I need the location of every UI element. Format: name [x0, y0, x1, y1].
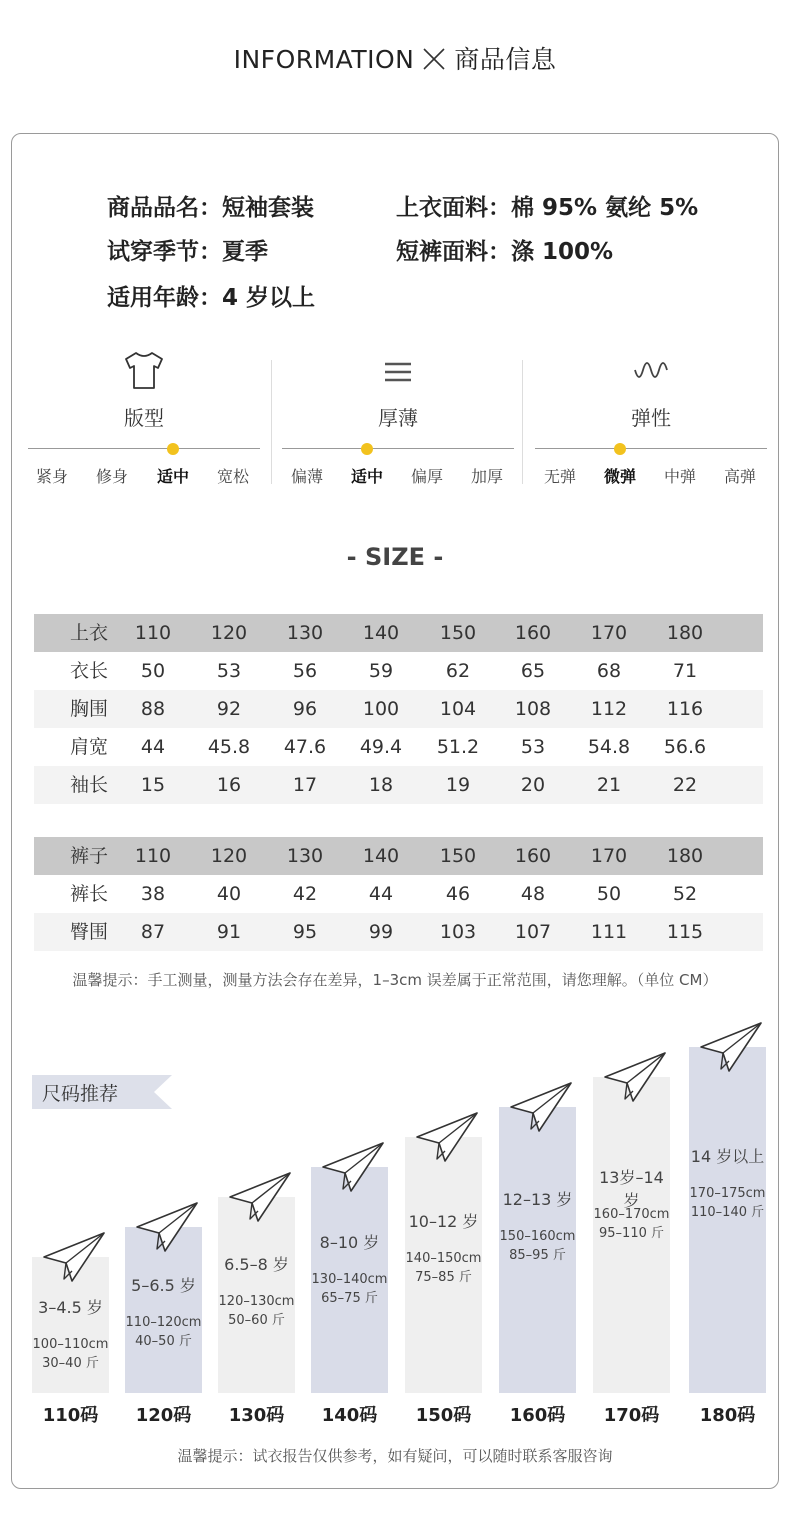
- bar-height-weight: [499, 1227, 576, 1265]
- table-cell: 16: [216, 774, 242, 796]
- paper-plane-icon: [415, 1111, 479, 1163]
- table-cell: 42: [292, 883, 318, 905]
- bar-height-label: 170–175cm: [689, 1186, 766, 1201]
- table-cell: 59: [368, 660, 394, 682]
- paper-plane-icon: [603, 1051, 667, 1103]
- table-header-row: [34, 614, 763, 652]
- paper-plane-icon: [321, 1141, 385, 1193]
- table-cell: 96: [292, 698, 318, 720]
- table-cell: 100: [362, 698, 400, 720]
- bar-age-label: 3–4.5 岁: [38, 1298, 103, 1317]
- attr-title: 弹性: [631, 406, 671, 430]
- bar-height-label: 130–140cm: [311, 1272, 388, 1287]
- table-header-cell: 裤子: [69, 845, 108, 867]
- table-cell: 50: [140, 660, 166, 682]
- paper-plane-icon: [135, 1201, 199, 1253]
- divider: [271, 360, 272, 484]
- table-cell: 107: [514, 921, 552, 943]
- table-cell: 肩宽: [69, 736, 108, 758]
- size-bar: [311, 1167, 388, 1393]
- table-cell: 44: [368, 883, 394, 905]
- paper-plane-icon: [42, 1231, 106, 1283]
- size-code-label: 110码: [42, 1405, 99, 1426]
- bar-age-label: 14 岁以上: [690, 1147, 765, 1166]
- table-cell: 51.2: [436, 736, 480, 758]
- table-cell: 19: [445, 774, 471, 796]
- attr-elasticity: [535, 350, 767, 490]
- size-code-label: 130码: [228, 1405, 285, 1426]
- table-header-cell: 160: [514, 622, 552, 644]
- table-cell: 47.6: [283, 736, 327, 758]
- bar-age-label: 5–6.5 岁: [131, 1276, 196, 1295]
- table-header-cell: 180: [666, 845, 704, 867]
- table-cell: 54.8: [587, 736, 631, 758]
- size-bar: [218, 1197, 295, 1393]
- bar-height-label: 120–130cm: [218, 1294, 295, 1309]
- attr-thickness: [282, 350, 514, 490]
- table-header-cell: 170: [590, 622, 628, 644]
- table-header-cell: 150: [439, 845, 477, 867]
- table-cell: 21: [596, 774, 622, 796]
- table-cell: 衣长: [69, 660, 108, 682]
- info-season: 试穿季节：夏季: [107, 239, 268, 265]
- header-chinese: 商品信息: [454, 45, 557, 74]
- table-cell: 116: [666, 698, 704, 720]
- bar-height-label: 160–170cm: [593, 1207, 670, 1222]
- bar-height-weight: [218, 1292, 295, 1330]
- table-header-cell: 140: [362, 845, 400, 867]
- size-code-label: 120码: [135, 1405, 192, 1426]
- bar-weight-label: 85–95 斤: [509, 1248, 566, 1263]
- table-header-cell: 150: [439, 622, 477, 644]
- table-cell: 56: [292, 660, 318, 682]
- table-header-cell: 170: [590, 845, 628, 867]
- size-code-label: 150码: [415, 1405, 472, 1426]
- table-cell: 20: [520, 774, 546, 796]
- table-cell: 88: [140, 698, 166, 720]
- table-row: [34, 728, 763, 766]
- lines-icon: [383, 350, 413, 390]
- bar-weight-label: 95–110 斤: [599, 1226, 664, 1241]
- paper-plane-icon: [228, 1171, 292, 1223]
- cross-icon: [422, 47, 446, 71]
- table-row: [34, 690, 763, 728]
- attr-option: 中弹: [663, 467, 696, 486]
- bar-height-weight: [689, 1184, 766, 1222]
- table-cell: 48: [520, 883, 546, 905]
- bar-height-label: 100–110cm: [32, 1337, 109, 1352]
- table-cell: 18: [368, 774, 394, 796]
- info-name: 商品品名：短袖套装: [107, 195, 314, 221]
- table-cell: 22: [672, 774, 698, 796]
- measurement-note: 温馨提示：手工测量，测量方法会存在差异，1–3cm 误差属于正常范围，请您理解。（单位 CM）: [72, 971, 718, 989]
- table-cell: 17: [292, 774, 318, 796]
- attr-scale-line: [28, 448, 260, 449]
- table-cell: 112: [590, 698, 628, 720]
- bar-height-label: 150–160cm: [499, 1229, 576, 1244]
- table-cell: 53: [216, 660, 242, 682]
- table-cell: 44: [140, 736, 166, 758]
- attr-option-selected: 微弹: [603, 467, 636, 486]
- table-cell: 87: [140, 921, 166, 943]
- bar-weight-label: 30–40 斤: [42, 1356, 99, 1371]
- size-code-label: 160码: [509, 1405, 566, 1426]
- attr-fit: [28, 350, 260, 490]
- tshirt-icon: [122, 350, 166, 390]
- table-header-cell: 130: [286, 845, 324, 867]
- size-code-label: 170码: [603, 1405, 660, 1426]
- table-cell: 111: [590, 921, 628, 943]
- table-cell: 99: [368, 921, 394, 943]
- table-header-row: [34, 837, 763, 875]
- attr-option: 修身: [95, 467, 128, 486]
- table-cell: 49.4: [359, 736, 403, 758]
- table-header-cell: 上衣: [69, 622, 108, 644]
- attr-option: 加厚: [470, 467, 503, 486]
- bar-age-label: 10–12 岁: [408, 1212, 479, 1231]
- table-cell: 46: [445, 883, 471, 905]
- divider: [522, 360, 523, 484]
- bar-weight-label: 50–60 斤: [228, 1313, 285, 1328]
- table-header-cell: 140: [362, 622, 400, 644]
- fitting-note: 温馨提示：试衣报告仅供参考，如有疑问，可以随时联系客服咨询: [177, 1447, 613, 1465]
- table-cell: 103: [439, 921, 477, 943]
- info-age: 适用年龄：4 岁以上: [107, 285, 316, 311]
- attr-option: 偏薄: [290, 467, 323, 486]
- table-cell: 115: [666, 921, 704, 943]
- attr-option: 宽松: [216, 467, 249, 486]
- attr-selected-dot: [361, 443, 373, 455]
- table-cell: 38: [140, 883, 166, 905]
- table-cell: 92: [216, 698, 242, 720]
- table-header-cell: 120: [210, 845, 248, 867]
- table-cell: 53: [520, 736, 546, 758]
- attr-selected-dot: [167, 443, 179, 455]
- table-cell: 袖长: [69, 774, 108, 796]
- bar-height-weight: [311, 1270, 388, 1308]
- table-cell: 52: [672, 883, 698, 905]
- bar-weight-label: 110–140 斤: [690, 1205, 765, 1220]
- paper-plane-icon: [509, 1081, 573, 1133]
- size-recommend-label: [32, 1075, 172, 1109]
- info-top-fabric: 上衣面料：棉 95% 氨纶 5%: [396, 195, 699, 221]
- table-cell: 104: [439, 698, 477, 720]
- size-code-label: 140码: [321, 1405, 378, 1426]
- table-row: [34, 652, 763, 690]
- table-cell: 68: [596, 660, 622, 682]
- bar-height-weight: [593, 1205, 670, 1243]
- attr-option: 偏厚: [410, 467, 443, 486]
- table-cell: 15: [140, 774, 166, 796]
- attr-option: 无弹: [543, 467, 576, 486]
- info-shorts-fabric: 短裤面料：涤 100%: [396, 239, 614, 265]
- bar-weight-label: 65–75 斤: [321, 1291, 378, 1306]
- size-bar: [499, 1107, 576, 1393]
- table-header-cell: 130: [286, 622, 324, 644]
- table-cell: 50: [596, 883, 622, 905]
- attr-option-selected: 适中: [350, 467, 383, 486]
- table-cell: 95: [292, 921, 318, 943]
- table-row: [34, 766, 763, 804]
- attr-option-selected: 适中: [156, 467, 189, 486]
- attr-scale-line: [535, 448, 767, 449]
- table-cell: 56.6: [663, 736, 707, 758]
- attr-option: 高弹: [723, 467, 756, 486]
- table-cell: 胸围: [69, 698, 108, 720]
- size-code-label: 180码: [699, 1405, 756, 1426]
- bar-height-weight: [405, 1249, 482, 1287]
- bar-height-label: 110–120cm: [125, 1315, 202, 1330]
- bar-height-weight: [125, 1313, 202, 1351]
- attr-selected-dot: [614, 443, 626, 455]
- table-cell: 71: [672, 660, 698, 682]
- size-bar: [689, 1047, 766, 1393]
- table-cell: 裤长: [69, 883, 108, 905]
- table-header-cell: 120: [210, 622, 248, 644]
- attr-scale-line: [282, 448, 514, 449]
- table-header-cell: 110: [134, 845, 172, 867]
- header-english: INFORMATION: [233, 45, 415, 74]
- attr-option: 紧身: [35, 467, 68, 486]
- table-cell: 40: [216, 883, 242, 905]
- table-cell: 62: [445, 660, 471, 682]
- size-bar: [593, 1077, 670, 1393]
- table-header-cell: 110: [134, 622, 172, 644]
- recommend-title: 尺码推荐: [42, 1083, 119, 1105]
- attr-title: 厚薄: [378, 406, 418, 430]
- table-header-cell: 180: [666, 622, 704, 644]
- table-cell: 108: [514, 698, 552, 720]
- table-cell: 臀围: [69, 921, 108, 943]
- size-title: - SIZE -: [346, 543, 444, 571]
- bar-age-label: 12–13 岁: [502, 1190, 573, 1209]
- wave-icon: [633, 350, 669, 390]
- bar-age-label: 6.5–8 岁: [224, 1255, 289, 1274]
- page-header: [0, 40, 790, 76]
- table-cell: 45.8: [207, 736, 251, 758]
- table-row: [34, 875, 763, 913]
- table-cell: 91: [216, 921, 242, 943]
- table-cell: 65: [520, 660, 546, 682]
- bar-weight-label: 40–50 斤: [135, 1334, 192, 1349]
- attr-title: 版型: [124, 406, 164, 430]
- bar-age-label: 8–10 岁: [319, 1233, 380, 1252]
- bar-age-label: 13岁–14岁: [599, 1168, 664, 1210]
- bar-height-label: 140–150cm: [405, 1251, 482, 1266]
- table-row: [34, 913, 763, 951]
- bar-weight-label: 75–85 斤: [415, 1270, 472, 1285]
- table-header-cell: 160: [514, 845, 552, 867]
- paper-plane-icon: [699, 1021, 763, 1073]
- bar-height-weight: [32, 1335, 109, 1373]
- size-bar: [405, 1137, 482, 1393]
